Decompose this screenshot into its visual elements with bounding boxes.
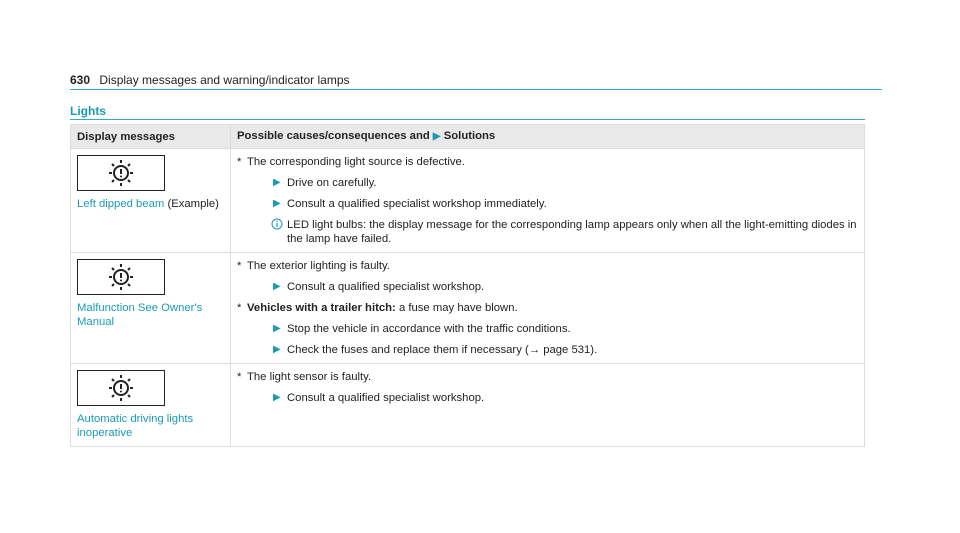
cause-item: * The light sensor is faulty. [237, 371, 372, 383]
message-left-dipped-beam[interactable]: Left dipped beam [77, 198, 165, 210]
step-item: ▶ Consult a qualified specialist workshop. [273, 281, 485, 293]
page-reference-link[interactable]: page 531). [543, 344, 598, 356]
play-arrow-icon: ▶ [432, 131, 441, 142]
section-title: Lights [70, 104, 106, 118]
page-header [70, 73, 350, 87]
causes-cell [231, 253, 865, 364]
causes-cell [231, 364, 865, 447]
play-arrow-icon: ▶ [273, 392, 281, 403]
info-icon [271, 218, 287, 246]
light-bulb-warning-icon [77, 259, 165, 295]
header-rule [70, 89, 882, 90]
section-rule [70, 119, 865, 120]
play-arrow-icon: ▶ [273, 281, 281, 292]
table-row [71, 149, 865, 253]
display-messages-table [70, 124, 865, 447]
col-header-causes: Possible causes/consequences and ▶ Solutions [231, 125, 865, 149]
causes-cell [231, 149, 865, 253]
step-item: ▶ Consult a qualified specialist workshop immediately. [273, 198, 547, 210]
message-cell [71, 149, 231, 253]
play-arrow-icon: ▶ [273, 198, 281, 209]
message-malfunction[interactable]: Malfunction See Owner's Manual [77, 302, 203, 328]
light-bulb-warning-icon [77, 155, 165, 191]
light-bulb-warning-icon [77, 370, 165, 406]
step-item: ▶ Stop the vehicle in accordance with the traffic conditions. [273, 323, 571, 335]
page-header-title: Display messages and warning/indicator lamps [99, 73, 350, 87]
col-header-display-messages: Display messages [71, 125, 231, 149]
cause-item: * The exterior lighting is faulty. [237, 260, 390, 272]
step-item: ▶ Consult a qualified specialist workshop. [273, 392, 485, 404]
message-suffix: (Example) [167, 198, 219, 210]
step-item: ▶ Check the fuses and replace them if necessary (→ page 531). [273, 344, 598, 356]
cause-item: * Vehicles with a trailer hitch: a fuse may have blown. [237, 302, 518, 314]
page-number: 630 [70, 73, 91, 87]
table-row [71, 253, 865, 364]
step-item: ▶ Drive on carefully. [273, 177, 377, 189]
message-automatic-driving-lights[interactable]: Automatic driving lights inoperative [77, 413, 194, 439]
message-cell [71, 253, 231, 364]
play-arrow-icon: ▶ [273, 323, 281, 334]
play-arrow-icon: ▶ [273, 177, 281, 188]
note-item: LED light bulbs: the display message for the corresponding lamp appears only when all the light-emitting diodes in the lamp have failed. [271, 218, 858, 246]
table-header-row [71, 125, 865, 149]
message-cell [71, 364, 231, 447]
play-arrow-icon: ▶ [273, 344, 281, 355]
cause-item: * The corresponding light source is defective. [237, 156, 465, 168]
table-row [71, 364, 865, 447]
page-ref-arrow-icon: → [528, 344, 541, 356]
